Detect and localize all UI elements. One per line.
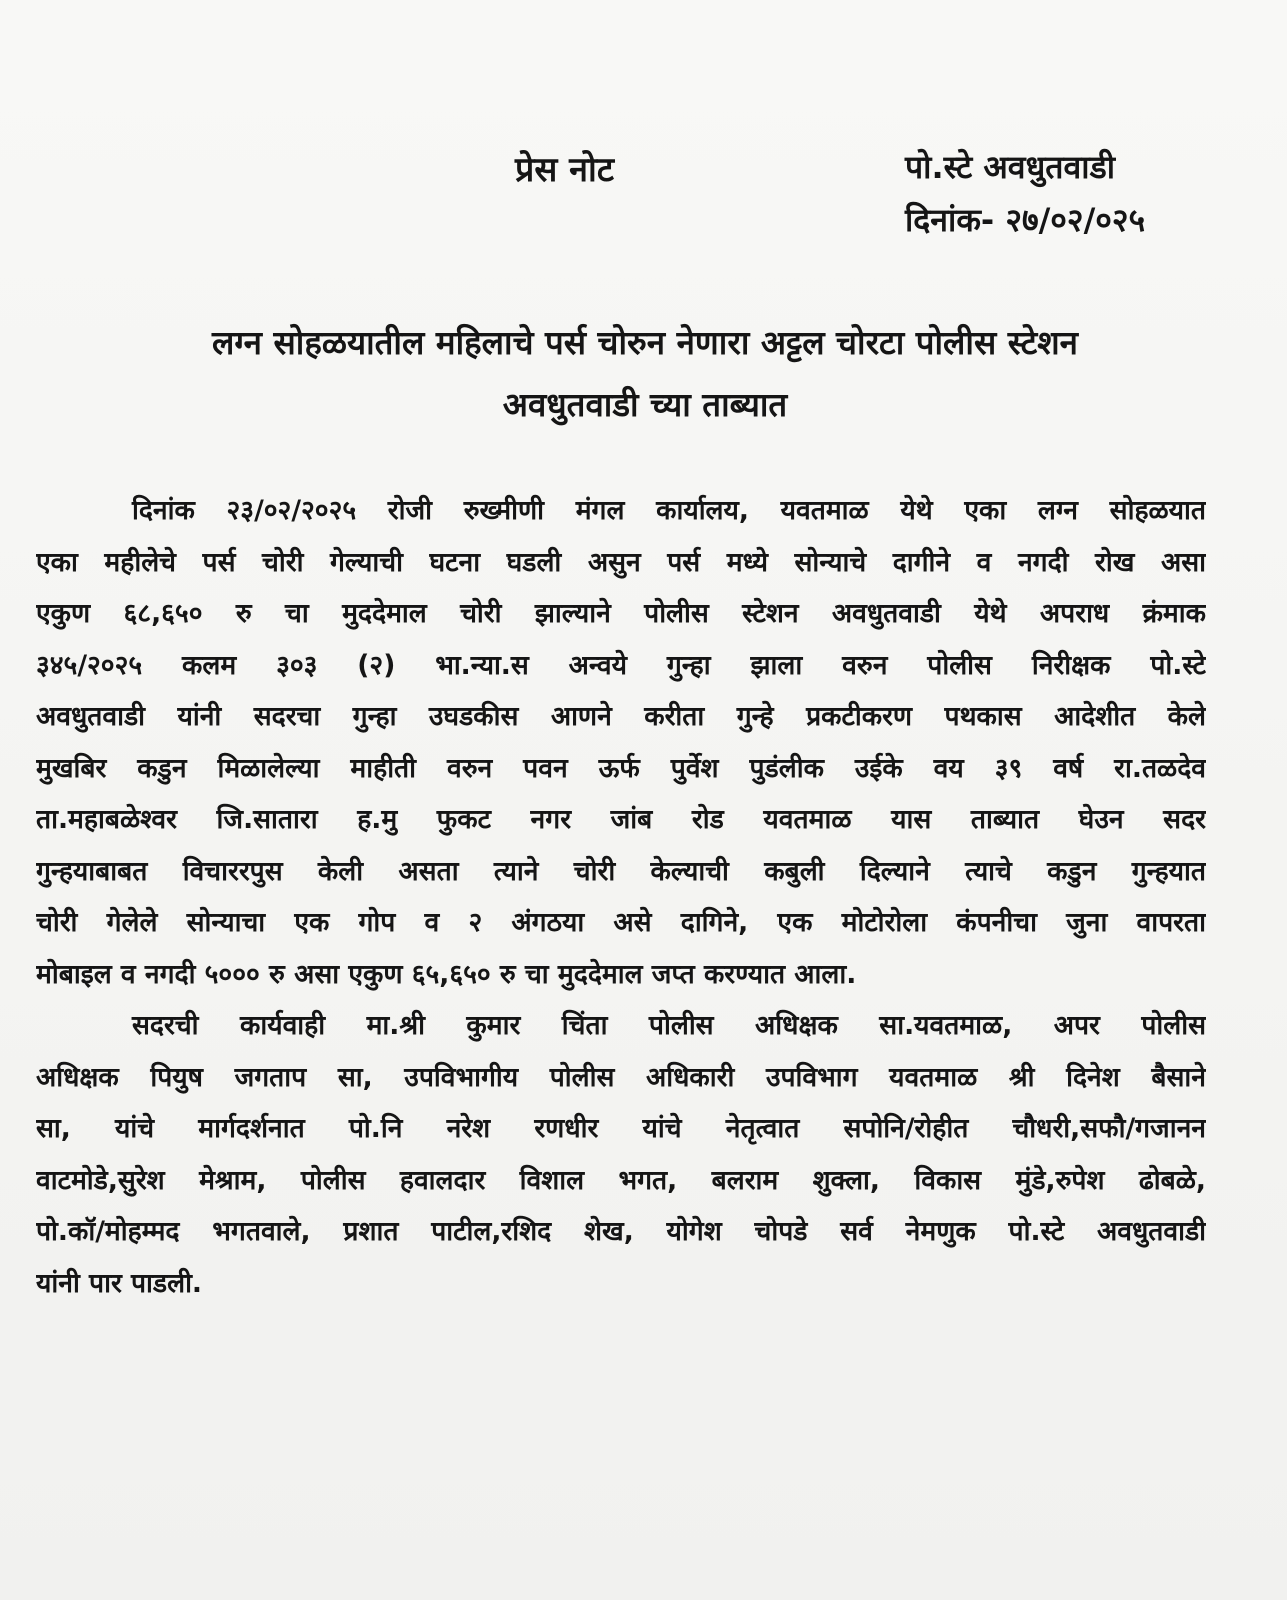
headline-line: लग्न सोहळयातील महिलाचे पर्स चोरुन नेणारा अट्टल चोरटा पोलीस स्टेशन	[212, 323, 1078, 362]
body-line: यांनी पार पाडली.	[36, 1267, 203, 1299]
body-line: ता.महाबळेश्वर जि.सातारा ह.मु फुकट नगर जांब रोड यवतमाळ यास ताब्यात घेउन सदर	[36, 804, 1206, 835]
document-date: दिनांक- २७/०२/०२५	[905, 201, 1146, 239]
headline	[60, 312, 1230, 436]
body-line: एकुण ६८,६५० रु चा मुददेमाल चोरी झाल्याने पोलीस स्टेशन अवधुतवाडी येथे अपराध क्रंमाक	[36, 598, 1206, 629]
body-line: पो.कॉ/मोहम्मद भगतवाले, प्रशात पाटील,रशिद शेख, योगेश चोपडे सर्व नेमणुक पो.स्टे अवधुतवाडी	[36, 1216, 1206, 1247]
body-line: गुन्हयाबाबत विचाररपुस केली असता त्याने चोरी केल्याची कबुली दिल्याने त्याचे कडुन गुन्हयात	[36, 855, 1206, 887]
body-line: अधिक्षक पियुष जगताप सा, उपविभागीय पोलीस अधिकारी उपविभाग यवतमाळ श्री दिनेश बैसाने	[36, 1061, 1206, 1093]
body-line: अवधुतवाडी यांनी सदरचा गुन्हा उघडकीस आणने करीता गुन्हे प्रकटीकरण पथकास आदेशीत केले	[36, 701, 1206, 732]
press-note-title: प्रेस नोट	[515, 150, 614, 190]
paragraph-incident	[36, 485, 1206, 1000]
paragraph-credits	[36, 1000, 1206, 1309]
body-line: मोबाइल व नगदी ५००० रु असा एकुण ६५,६५० रु चा मुददेमाल जप्त करण्यात आला.	[36, 958, 857, 990]
body-line: मुखबिर कडुन मिळालेल्या माहीती वरुन पवन ऊर्फ पुर्वेश पुडंलीक उईके वय ३९ वर्ष रा.तळदेव	[36, 752, 1206, 784]
body-line: सा, यांचे मार्गदर्शनात पो.नि नरेश रणधीर यांचे नेतृत्वात सपोनि/रोहीत चौधरी,सफौ/गजानन	[36, 1113, 1206, 1144]
police-station-name: पो.स्टे अवधुतवाडी	[905, 148, 1115, 186]
body-line: वाटमोडे,सुरेश मेश्राम, पोलीस हवालदार विशाल भगत, बलराम शुक्ला, विकास मुंडे,रुपेश ढोबळे,	[36, 1164, 1206, 1196]
body-text	[36, 485, 1206, 1309]
body-line: दिनांक २३/०२/२०२५ रोजी रुख्मीणी मंगल कार्यालय, यवतमाळ येथे एका लग्न सोहळयात	[132, 495, 1206, 526]
body-line: ३४५/२०२५ कलम ३०३ (२) भा.न्या.स अन्वये गुन्हा झाला वरुन पोलीस निरीक्षक पो.स्टे	[36, 649, 1206, 681]
body-line: सदरची कार्यवाही मा.श्री कुमार चिंता पोलीस अधिक्षक सा.यवतमाळ, अपर पोलीस	[132, 1010, 1206, 1041]
body-line: एका महीलेचे पर्स चोरी गेल्याची घटना घडली असुन पर्स मध्ये सोन्याचे दागीने व नगदी रोख असा	[36, 546, 1206, 578]
body-line: चोरी गेलेले सोन्याचा एक गोप व २ अंगठया असे दागिने, एक मोटोरोला कंपनीचा जुना वापरता	[36, 907, 1206, 938]
headline-line: अवधुतवाडी च्या ताब्यात	[502, 385, 788, 424]
